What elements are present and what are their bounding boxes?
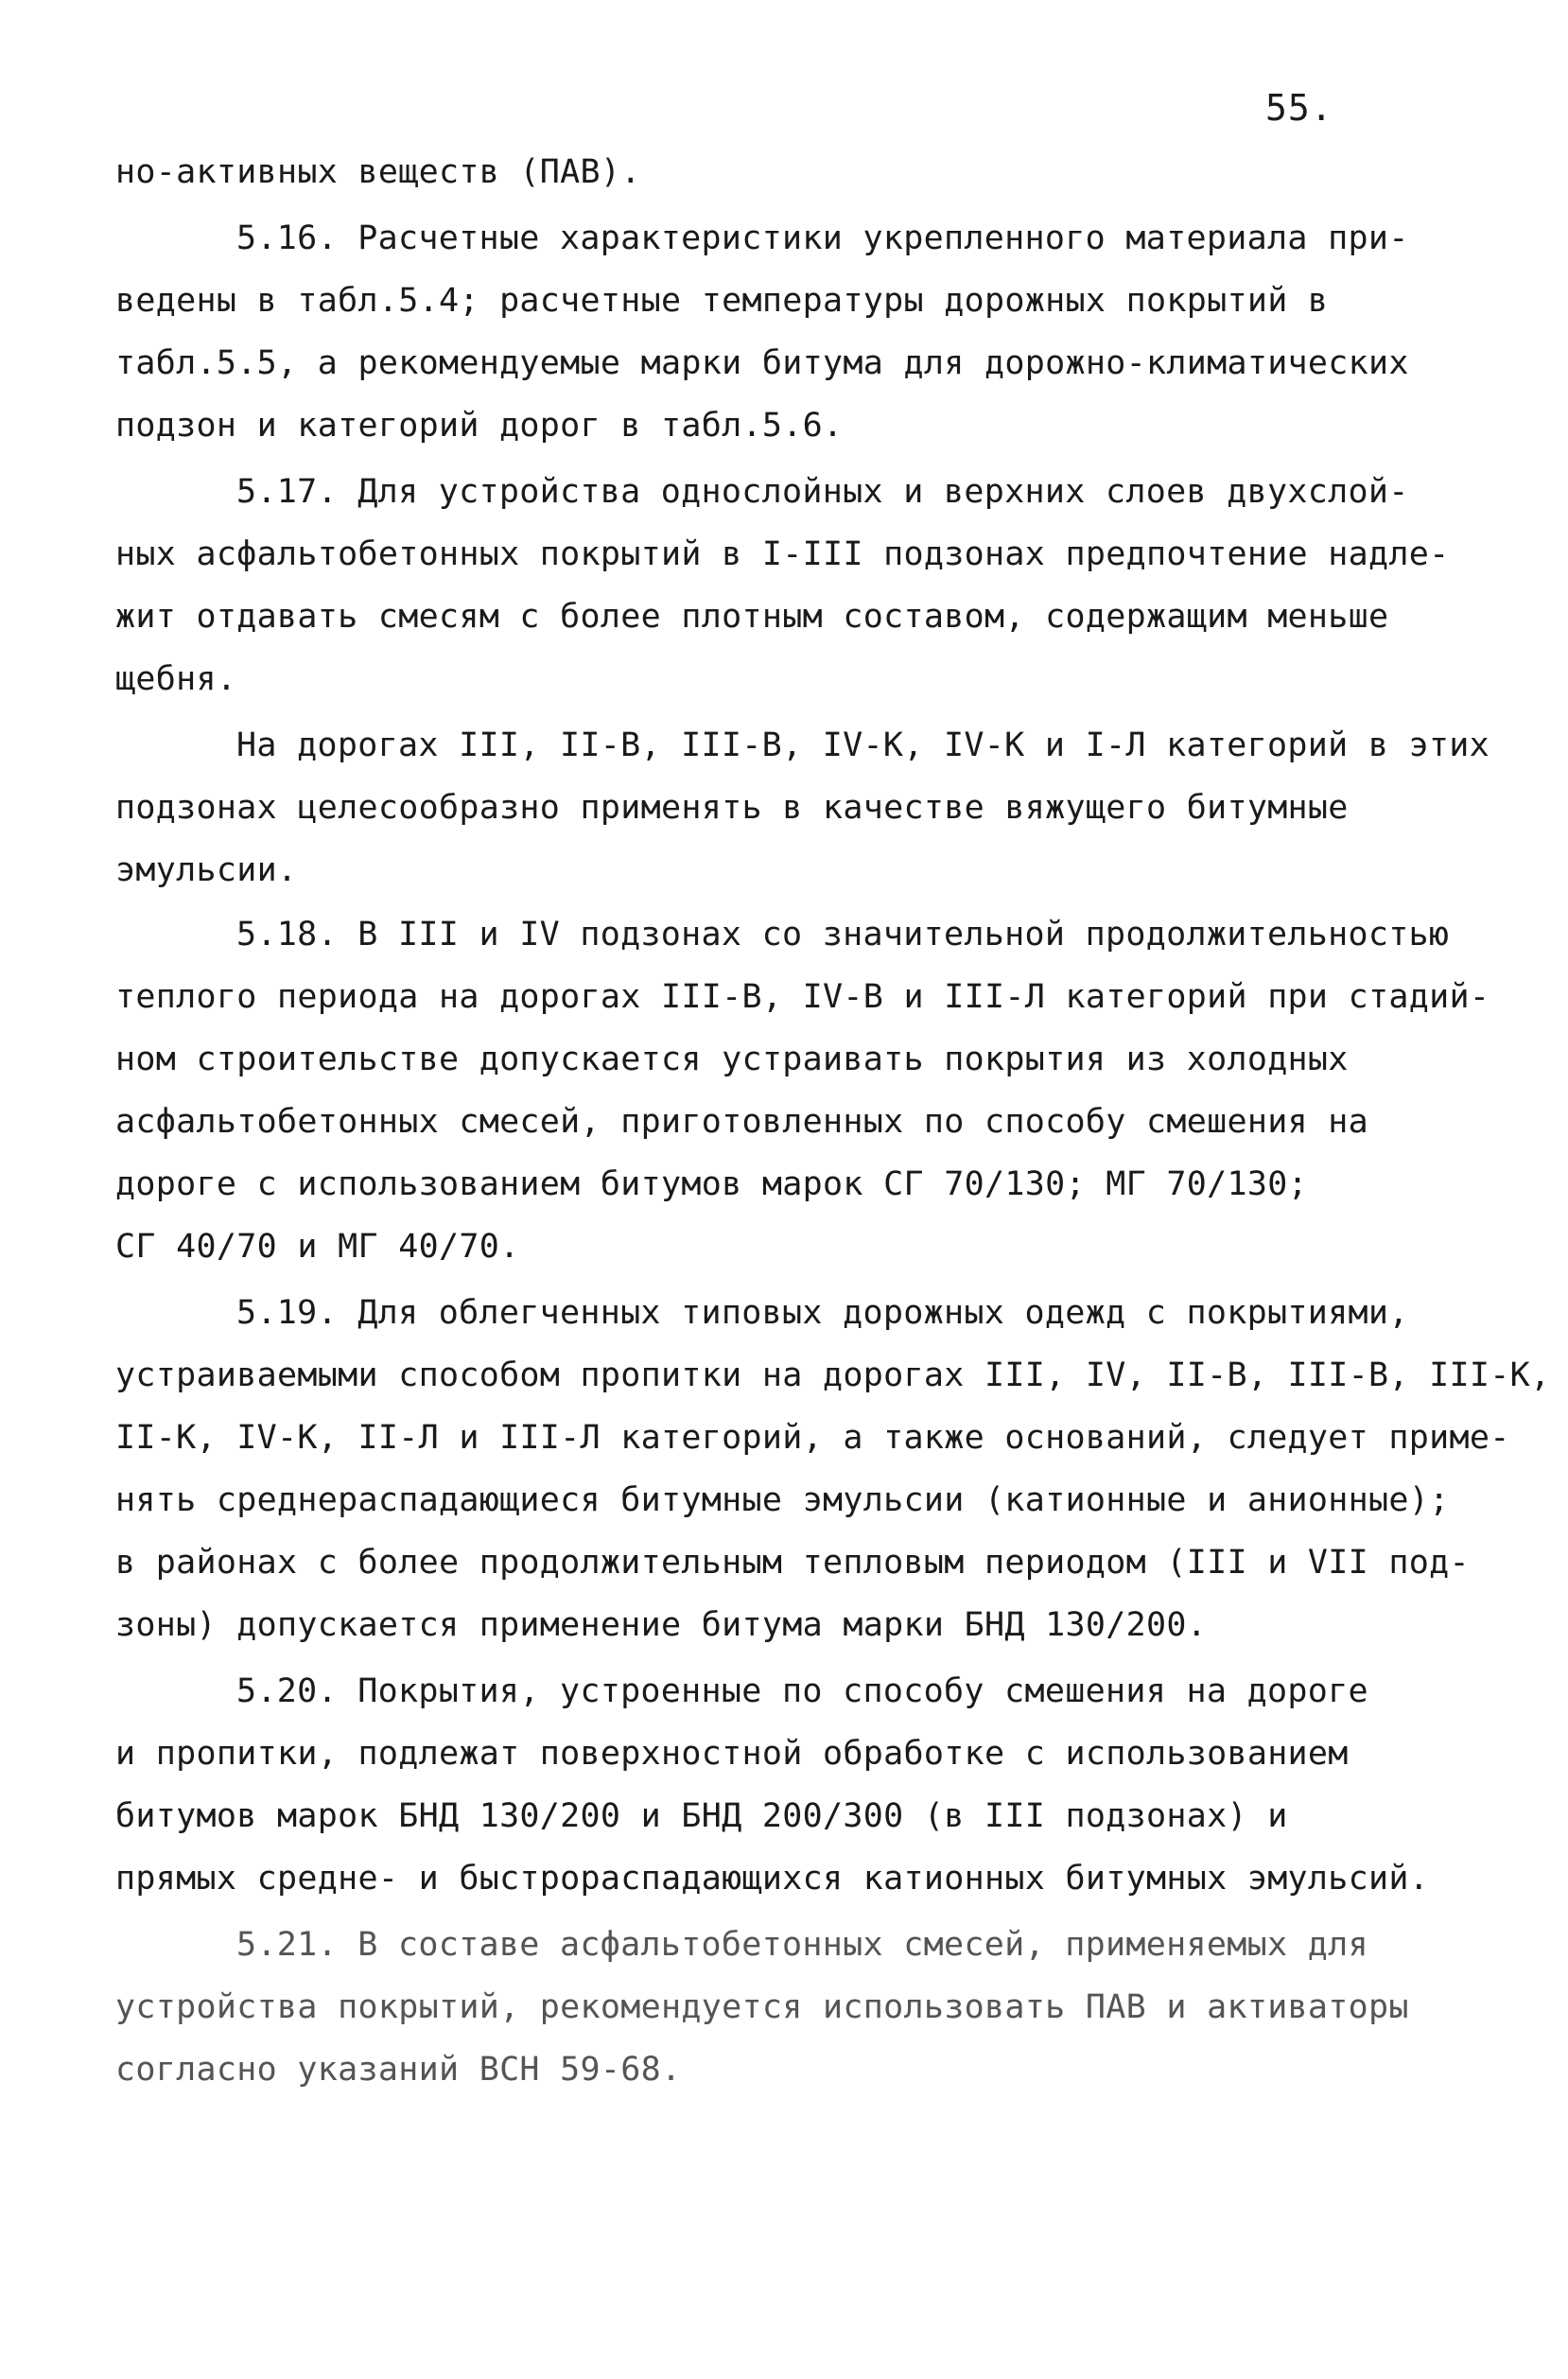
paragraph-5-19-line: 5.19. Для облегченных типовых дорожных одежд с покрытиями,	[236, 1294, 1409, 1332]
text-line: ведены в табл.5.4; расчетные температуры дорожных покрытий в	[115, 282, 1329, 320]
paragraph-5-16-line: 5.16. Расчетные характеристики укрепленного материала при-	[236, 219, 1409, 257]
text-line: устройства покрытий, рекомендуется использовать ПАВ и активаторы	[115, 1988, 1409, 2026]
text-line: эмульсии.	[115, 851, 298, 889]
page-number: 55.	[1265, 87, 1333, 129]
paragraph-roads-line: На дорогах III, II-В, III-В, IV-К, IV-К и I-Л категорий в этих	[236, 726, 1490, 764]
paragraph-5-20-line: 5.20. Покрытия, устроенные по способу смешения на дороге	[236, 1672, 1368, 1710]
paragraph-5-17-line: 5.17. Для устройства однослойных и верхних слоев двухслой-	[236, 473, 1409, 511]
paragraph-5-18-line: 5.18. В III и IV подзонах со значительной продолжительностью	[236, 916, 1450, 953]
text-line: II-К, IV-К, II-Л и III-Л категорий, а также оснований, следует приме-	[115, 1419, 1510, 1457]
text-line: ном строительстве допускается устраивать покрытия из холодных	[115, 1041, 1349, 1078]
text-line: зоны) допускается применение битума марки БНД 130/200.	[115, 1606, 1208, 1644]
text-line: асфальтобетонных смесей, приготовленных по способу смешения на	[115, 1103, 1369, 1141]
text-line: ных асфальтобетонных покрытий в I-III подзонах предпочтение надле-	[115, 535, 1450, 573]
text-line: дороге с использованием битумов марок СГ 70/130; МГ 70/130;	[115, 1165, 1308, 1203]
text-line: жит отдавать смесям с более плотным составом, содержащим меньше	[115, 598, 1389, 636]
text-line: теплого периода на дорогах III-В, IV-В и III-Л категорий при стадий-	[115, 978, 1490, 1016]
text-line: подзон и категорий дорог в табл.5.6.	[115, 407, 844, 445]
text-line: прямых средне- и быстрораспадающихся катионных битумных эмульсий.	[115, 1860, 1430, 1898]
text-line: и пропитки, подлежат поверхностной обработке с использованием	[115, 1735, 1349, 1773]
text-line: СГ 40/70 и МГ 40/70.	[115, 1228, 520, 1266]
text-line: битумов марок БНД 130/200 и БНД 200/300 (в III подзонах) и	[115, 1797, 1288, 1835]
text-line: в районах с более продолжительным тепловым периодом (III и VII под-	[115, 1544, 1470, 1582]
text-line: подзонах целесообразно применять в качестве вяжущего битумные	[115, 789, 1349, 827]
text-line: щебня.	[115, 660, 237, 698]
paragraph-5-21-line: 5.21. В составе асфальтобетонных смесей, применяемых для	[236, 1926, 1368, 1964]
text-line: согласно указаний ВСН 59-68.	[115, 2051, 682, 2089]
text-line: но-активных веществ (ПАВ).	[115, 153, 641, 191]
text-line: табл.5.5, а рекомендуемые марки битума для дорожно-климатических	[115, 344, 1409, 382]
text-line: нять среднераспадающиеся битумные эмульсии (катионные и анионные);	[115, 1481, 1450, 1519]
text-line: устраиваемыми способом пропитки на дорогах III, IV, II-В, III-В, III-К,	[115, 1356, 1551, 1394]
